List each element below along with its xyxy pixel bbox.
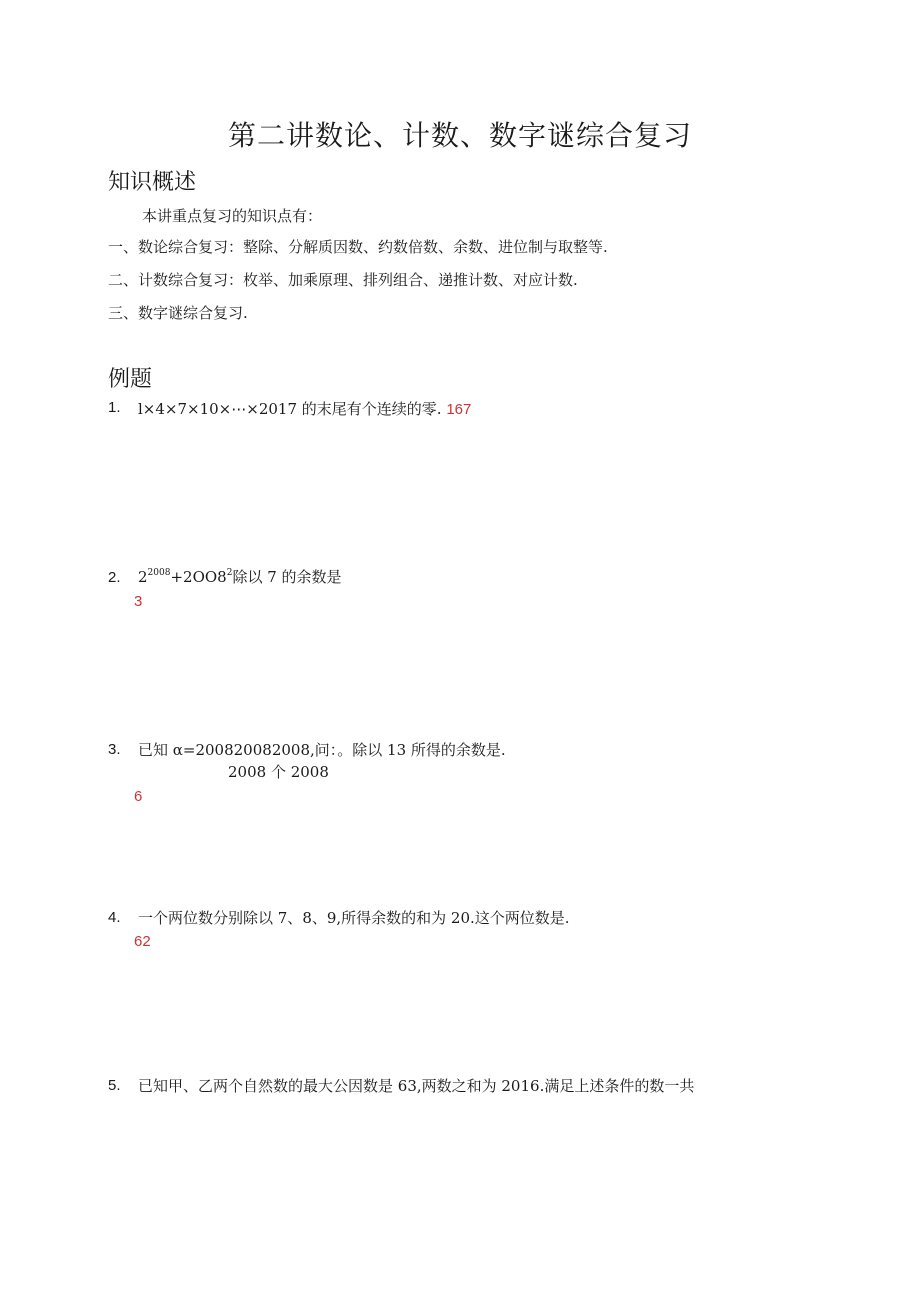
problem-2-tail: 除以 7 的余数是 bbox=[232, 568, 342, 586]
problem-1-question: l×4×7×10×⋯×2017 的末尾有个连续的零. bbox=[138, 400, 442, 418]
problem-2-mid: +2OO8 bbox=[170, 568, 227, 586]
problem-4-answer: 62 bbox=[134, 933, 151, 950]
problem-4-number: 4. bbox=[108, 909, 121, 926]
knowledge-item-2: 二、计数综合复习：枚举、加乘原理、排列组合、递推计数、对应计数. bbox=[108, 271, 578, 289]
problem-5-text: 已知甲、乙两个自然数的最大公因数是 63,两数之和为 2016.满足上述条件的数一共 bbox=[138, 1077, 695, 1095]
problem-1-text bbox=[138, 398, 471, 419]
knowledge-intro: 本讲重点复习的知识点有： bbox=[142, 207, 323, 225]
problem-2-number: 2. bbox=[108, 569, 121, 586]
knowledge-item-1: 一、数论综合复习：整除、分解质因数、约数倍数、余数、进位制与取整等. bbox=[108, 238, 608, 256]
problem-3-number: 3. bbox=[108, 741, 121, 758]
problem-3-answer: 6 bbox=[134, 788, 143, 805]
problem-2-base: 2 bbox=[138, 568, 148, 586]
problem-1-answer: 167 bbox=[446, 401, 472, 418]
problem-2-answer: 3 bbox=[134, 593, 143, 610]
section-heading-knowledge: 知识概述 bbox=[108, 170, 197, 195]
problem-2-text bbox=[138, 566, 342, 587]
problem-2-exponent-2: 2 bbox=[226, 568, 233, 578]
problem-5-number: 5. bbox=[108, 1077, 121, 1094]
problem-4-text: 一个两位数分别除以 7、8、9,所得余数的和为 20.这个两位数是. bbox=[138, 909, 570, 927]
section-heading-examples: 例题 bbox=[108, 367, 153, 392]
knowledge-item-3: 三、数字谜综合复习. bbox=[108, 304, 248, 322]
problem-1-number: 1. bbox=[108, 399, 121, 416]
problem-3-text: 已知 α=200820082008,问：。除以 13 所得的余数是. bbox=[138, 741, 506, 759]
problem-3-subtext: 2008 个 2008 bbox=[228, 763, 329, 781]
page-title: 第二讲数论、计数、数字谜综合复习 bbox=[227, 119, 692, 152]
problem-2-exponent-1: 2008 bbox=[147, 568, 171, 578]
